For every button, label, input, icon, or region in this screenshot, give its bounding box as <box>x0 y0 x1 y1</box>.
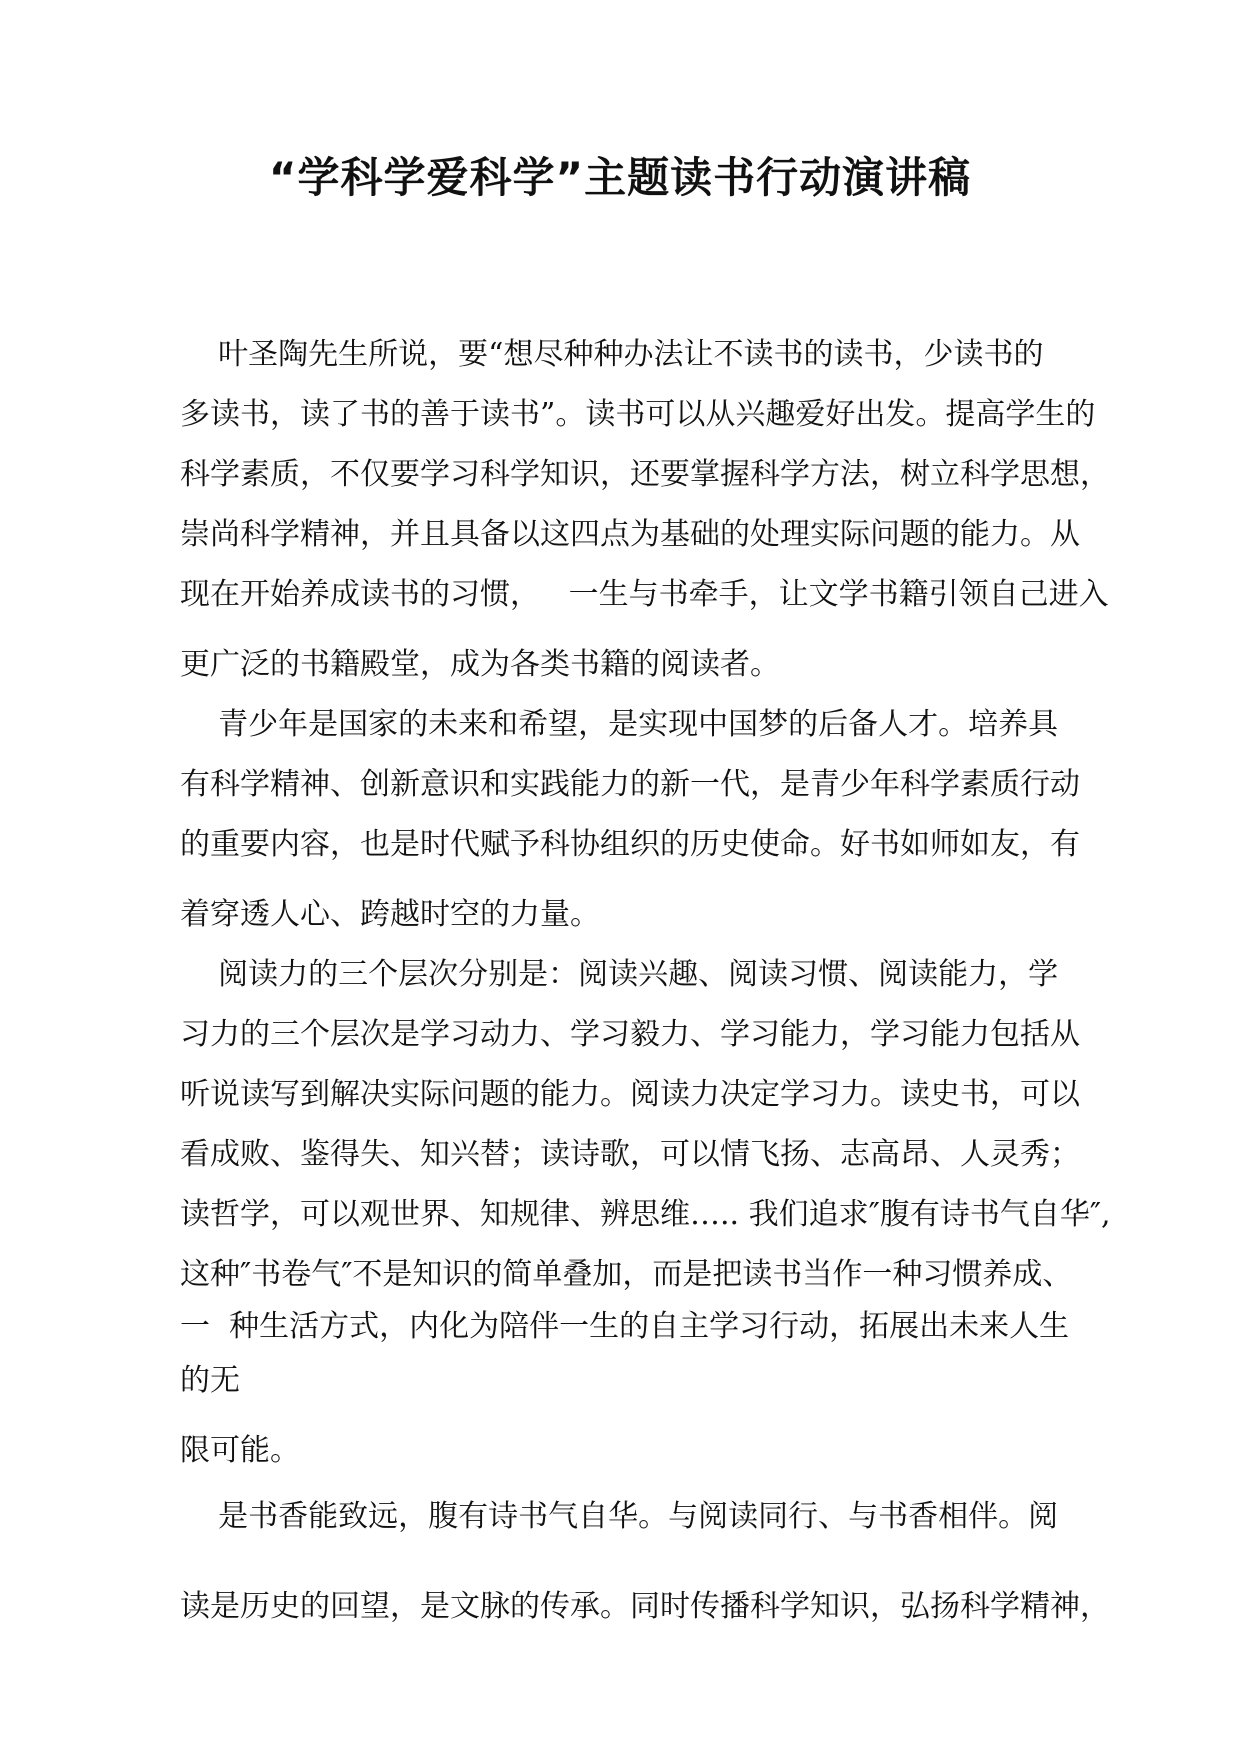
body-line: 着穿透人心、跨越时空的力量。 <box>180 897 600 932</box>
body-line: 叶圣陶先生所说，要“想尽种种办法让不读书的读书，少读书的 <box>180 337 1044 372</box>
body-line: 的重要内容，也是时代赋予科协组织的历史使命。好书如师如友，有 <box>180 827 1080 862</box>
body-line: 阅读力的三个层次分别是：阅读兴趣、阅读习惯、阅读能力，学 <box>180 957 1059 992</box>
body-line: 看成败、鉴得失、知兴替；读诗歌，可以情飞扬、志高昂、人灵秀； <box>180 1137 1080 1172</box>
body-line: 一 种生活方式，内化为陪伴一生的自主学习行动，拓展出未来人生 <box>180 1309 1070 1344</box>
body-line: 科学素质，不仅要学习科学知识，还要掌握科学方法，树立科学思想， <box>180 457 1110 492</box>
body-line: 读是历史的回望，是文脉的传承。同时传播科学知识，弘扬科学精神， <box>180 1589 1110 1624</box>
document-title: “学科学爱科学”主题读书行动演讲稿 <box>268 153 972 202</box>
body-line: 现在开始养成读书的习惯， 一生与书牵手，让文学书籍引领自己进入 <box>180 577 1109 612</box>
body-line: 这种″书卷气″不是知识的简单叠加，而是把读书当作一种习惯养成、 <box>180 1257 1073 1292</box>
body-line: 听说读写到解决实际问题的能力。阅读力决定学习力。读史书，可以 <box>180 1077 1080 1112</box>
body-line: 限可能。 <box>180 1433 300 1468</box>
body-line: 多读书，读了书的善于读书”。读书可以从兴趣爱好出发。提高学生的 <box>180 397 1096 432</box>
body-line: 更广泛的书籍殿堂，成为各类书籍的阅读者。 <box>180 647 780 682</box>
body-line: 有科学精神、创新意识和实践能力的新一代，是青少年科学素质行动 <box>180 767 1080 802</box>
body-line: 是书香能致远，腹有诗书气自华。与阅读同行、与书香相伴。阅 <box>180 1499 1059 1534</box>
body-line: 习力的三个层次是学习动力、学习毅力、学习能力，学习能力包括从 <box>180 1017 1080 1052</box>
body-line: 读哲学，可以观世界、知规律、辨思维….. 我们追求″腹有诗书气自华″, <box>180 1197 1111 1232</box>
body-line: 的无 <box>180 1363 240 1398</box>
body-line: 青少年是国家的未来和希望，是实现中国梦的后备人才。培养具 <box>180 707 1059 742</box>
body-line: 崇尚科学精神，并且具备以这四点为基础的处理实际问题的能力。从 <box>180 517 1080 552</box>
